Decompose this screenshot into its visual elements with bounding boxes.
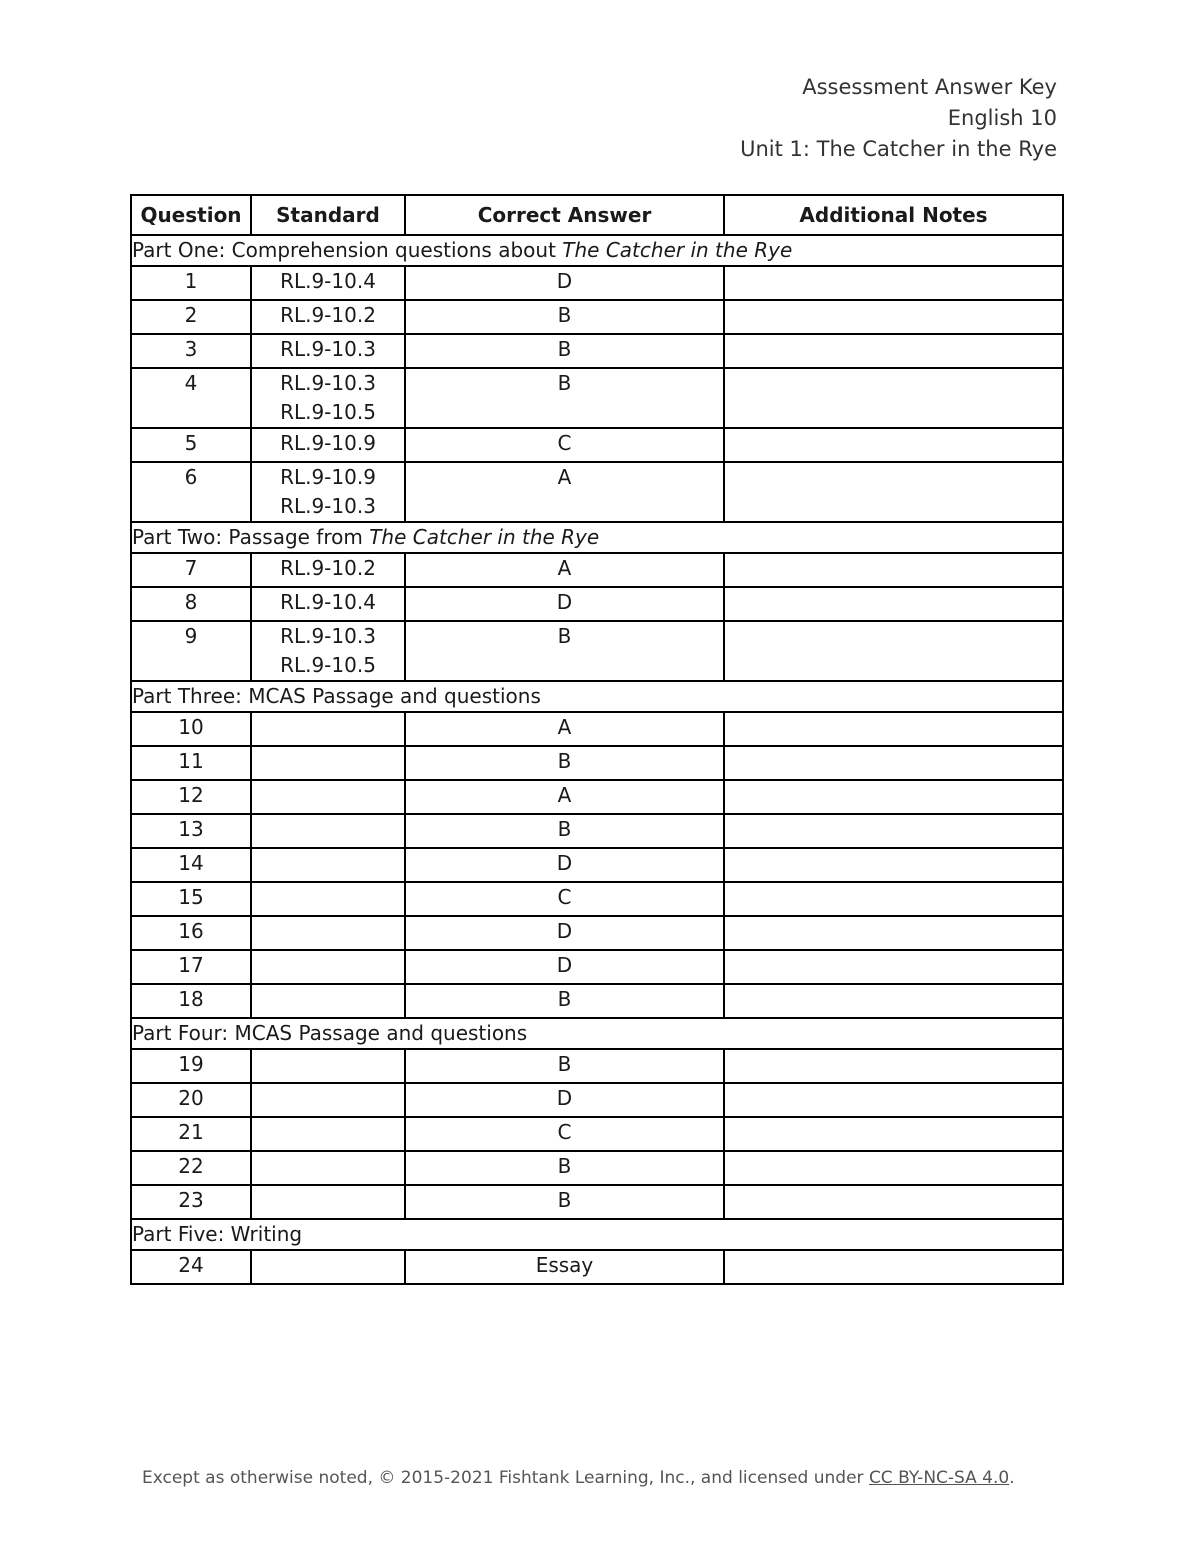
standard-cell — [251, 1185, 405, 1219]
correct-answer: B — [405, 334, 724, 368]
question-number: 4 — [131, 368, 251, 428]
correct-answer: B — [405, 1049, 724, 1083]
correct-answer: Essay — [405, 1250, 724, 1284]
question-number: 8 — [131, 587, 251, 621]
standard-code: RL.9-10.2 — [280, 556, 376, 580]
section-heading — [131, 1018, 1063, 1049]
question-number: 20 — [131, 1083, 251, 1117]
column-header-correct-answer: Correct Answer — [405, 195, 724, 235]
license-link[interactable]: CC BY-NC-SA 4.0 — [868, 1468, 1010, 1488]
question-number: 19 — [131, 1049, 251, 1083]
additional-notes — [724, 712, 1063, 746]
standard-cell — [251, 1049, 405, 1083]
table-row — [131, 1117, 1063, 1151]
correct-answer: D — [405, 950, 724, 984]
standard-cell — [251, 1151, 405, 1185]
standard-cell — [251, 621, 405, 681]
header-unit: Unit 1: The Catcher in the Rye — [740, 137, 1057, 161]
standard-code: RL.9-10.4 — [280, 590, 376, 614]
table-row — [131, 814, 1063, 848]
table-row — [131, 462, 1063, 522]
additional-notes — [724, 428, 1063, 462]
section-row — [131, 522, 1063, 553]
additional-notes — [724, 848, 1063, 882]
additional-notes — [724, 950, 1063, 984]
table-row — [131, 1250, 1063, 1284]
standard-cell — [251, 553, 405, 587]
correct-answer: A — [405, 462, 724, 522]
additional-notes — [724, 780, 1063, 814]
correct-answer: B — [405, 1151, 724, 1185]
additional-notes — [724, 1185, 1063, 1219]
table-row — [131, 882, 1063, 916]
table-row — [131, 916, 1063, 950]
question-number: 9 — [131, 621, 251, 681]
additional-notes — [724, 621, 1063, 681]
standard-code: RL.9-10.3 — [280, 624, 376, 648]
table-body — [131, 235, 1063, 1284]
correct-answer: A — [405, 553, 724, 587]
question-number: 24 — [131, 1250, 251, 1284]
table-row — [131, 984, 1063, 1018]
section-label: Part Four: MCAS Passage and questions — [132, 1021, 528, 1045]
standard-code: RL.9-10.5 — [280, 653, 376, 677]
standard-code: RL.9-10.2 — [280, 303, 376, 327]
standard-cell — [251, 300, 405, 334]
question-number: 13 — [131, 814, 251, 848]
additional-notes — [724, 553, 1063, 587]
additional-notes — [724, 1250, 1063, 1284]
standard-code: RL.9-10.9 — [280, 431, 376, 455]
standard-cell — [251, 266, 405, 300]
section-heading — [131, 522, 1063, 553]
table-row — [131, 300, 1063, 334]
correct-answer: B — [405, 746, 724, 780]
correct-answer: A — [405, 780, 724, 814]
table-row — [131, 1083, 1063, 1117]
correct-answer: D — [405, 587, 724, 621]
section-label-title: The Catcher in the Rye — [369, 525, 600, 549]
table-row — [131, 848, 1063, 882]
question-number: 12 — [131, 780, 251, 814]
table-row — [131, 1151, 1063, 1185]
standard-code: RL.9-10.3 — [280, 494, 376, 518]
standard-cell — [251, 1250, 405, 1284]
question-number: 23 — [131, 1185, 251, 1219]
table-header-row — [131, 195, 1063, 235]
section-label: Part Five: Writing — [132, 1222, 303, 1246]
correct-answer: D — [405, 848, 724, 882]
column-header-standard: Standard — [251, 195, 405, 235]
correct-answer: A — [405, 712, 724, 746]
question-number: 6 — [131, 462, 251, 522]
standard-cell — [251, 334, 405, 368]
question-number: 18 — [131, 984, 251, 1018]
correct-answer: D — [405, 1083, 724, 1117]
question-number: 3 — [131, 334, 251, 368]
standard-code: RL.9-10.9 — [280, 465, 376, 489]
question-number: 17 — [131, 950, 251, 984]
standard-cell — [251, 984, 405, 1018]
correct-answer: B — [405, 621, 724, 681]
additional-notes — [724, 1151, 1063, 1185]
section-heading — [131, 681, 1063, 712]
question-number: 11 — [131, 746, 251, 780]
standard-cell — [251, 1083, 405, 1117]
table-row — [131, 746, 1063, 780]
standard-cell — [251, 462, 405, 522]
question-number: 10 — [131, 712, 251, 746]
standard-cell — [251, 950, 405, 984]
correct-answer: C — [405, 1117, 724, 1151]
additional-notes — [724, 814, 1063, 848]
table-row — [131, 1185, 1063, 1219]
table-row — [131, 553, 1063, 587]
section-row — [131, 1219, 1063, 1250]
document-header — [740, 72, 1057, 165]
additional-notes — [724, 1117, 1063, 1151]
section-label: Part Three: MCAS Passage and questions — [132, 684, 541, 708]
question-number: 5 — [131, 428, 251, 462]
additional-notes — [724, 300, 1063, 334]
correct-answer: B — [405, 1185, 724, 1219]
section-label: Part One: Comprehension questions about — [132, 238, 563, 262]
table-row — [131, 368, 1063, 428]
section-row — [131, 681, 1063, 712]
license-footer — [142, 1468, 1015, 1488]
section-label-title: The Catcher in the Rye — [562, 238, 793, 262]
standard-code: RL.9-10.5 — [280, 400, 376, 424]
question-number: 22 — [131, 1151, 251, 1185]
additional-notes — [724, 1049, 1063, 1083]
standard-cell — [251, 848, 405, 882]
standard-cell — [251, 814, 405, 848]
standard-cell — [251, 428, 405, 462]
standard-code: RL.9-10.3 — [280, 371, 376, 395]
question-number: 16 — [131, 916, 251, 950]
table-row — [131, 266, 1063, 300]
table-row — [131, 587, 1063, 621]
section-label: Part Two: Passage from — [132, 525, 370, 549]
table-row — [131, 621, 1063, 681]
standard-cell — [251, 587, 405, 621]
section-row — [131, 235, 1063, 266]
standard-cell — [251, 712, 405, 746]
additional-notes — [724, 334, 1063, 368]
correct-answer: B — [405, 814, 724, 848]
standard-code: RL.9-10.3 — [280, 337, 376, 361]
table-row — [131, 1049, 1063, 1083]
standard-cell — [251, 1117, 405, 1151]
correct-answer: B — [405, 368, 724, 428]
standard-cell — [251, 368, 405, 428]
question-number: 21 — [131, 1117, 251, 1151]
standard-cell — [251, 882, 405, 916]
footer-end: . — [1009, 1468, 1015, 1488]
standard-code: RL.9-10.4 — [280, 269, 376, 293]
standard-cell — [251, 916, 405, 950]
additional-notes — [724, 587, 1063, 621]
question-number: 2 — [131, 300, 251, 334]
correct-answer: D — [405, 266, 724, 300]
column-header-question: Question — [131, 195, 251, 235]
header-title: Assessment Answer Key — [802, 75, 1057, 99]
footer-text: Except as otherwise noted, © 2015-2021 Fishtank Learning, Inc., and licensed under — [142, 1468, 869, 1488]
correct-answer: B — [405, 300, 724, 334]
table-row — [131, 712, 1063, 746]
table-row — [131, 334, 1063, 368]
table-row — [131, 950, 1063, 984]
section-row — [131, 1018, 1063, 1049]
question-number: 14 — [131, 848, 251, 882]
additional-notes — [724, 916, 1063, 950]
additional-notes — [724, 266, 1063, 300]
additional-notes — [724, 368, 1063, 428]
correct-answer: C — [405, 882, 724, 916]
standard-cell — [251, 746, 405, 780]
question-number: 1 — [131, 266, 251, 300]
standard-cell — [251, 780, 405, 814]
column-header-additional-notes: Additional Notes — [724, 195, 1063, 235]
correct-answer: C — [405, 428, 724, 462]
section-heading — [131, 1219, 1063, 1250]
additional-notes — [724, 984, 1063, 1018]
section-heading — [131, 235, 1063, 266]
additional-notes — [724, 746, 1063, 780]
additional-notes — [724, 882, 1063, 916]
table-row — [131, 780, 1063, 814]
table-row — [131, 428, 1063, 462]
question-number: 15 — [131, 882, 251, 916]
answer-key-table — [130, 194, 1064, 1285]
correct-answer: D — [405, 916, 724, 950]
additional-notes — [724, 462, 1063, 522]
correct-answer: B — [405, 984, 724, 1018]
question-number: 7 — [131, 553, 251, 587]
header-course: English 10 — [947, 106, 1057, 130]
additional-notes — [724, 1083, 1063, 1117]
